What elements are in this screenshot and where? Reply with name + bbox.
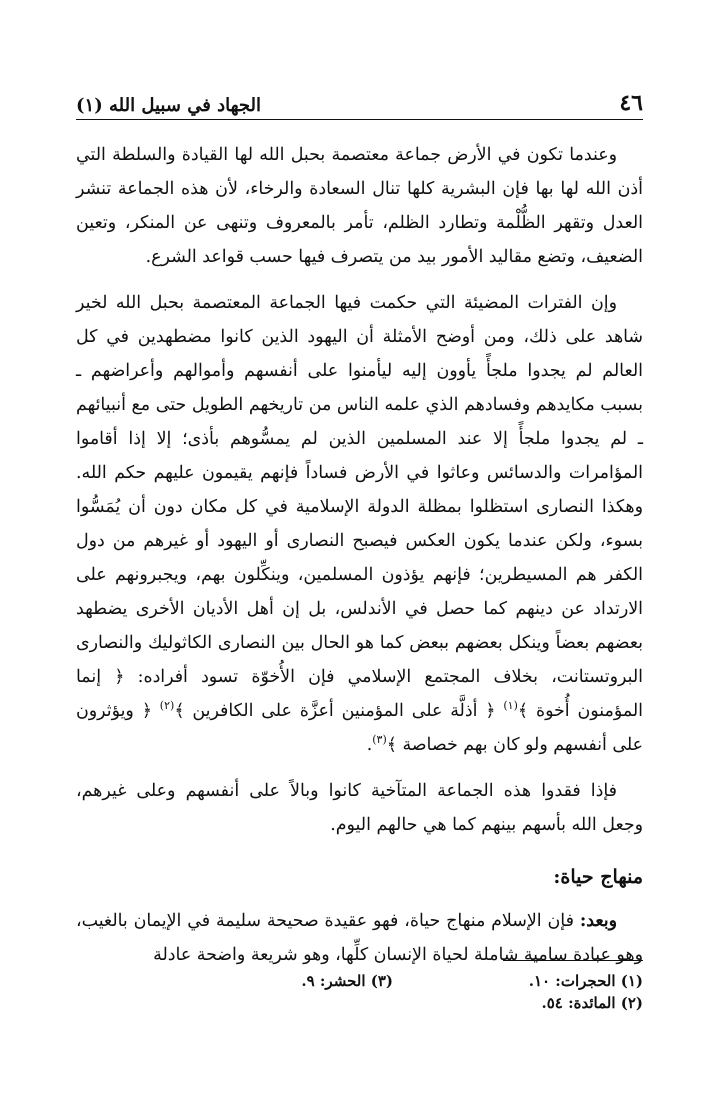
- quran-quote-1: ﴿ إنما المؤمنون أُخوة ﴾: [76, 667, 644, 721]
- footnote-2: (٢) المائدة: ٥٤.: [541, 994, 643, 1012]
- header-rule: [76, 119, 643, 120]
- footnote-ref-3: (٣): [372, 733, 387, 747]
- section-paragraph: [76, 904, 643, 972]
- footnote-3: (٣) الحشر: ٩.: [301, 972, 393, 990]
- section-lead-word: وبعد:: [579, 911, 618, 931]
- paragraph-gap: [76, 762, 643, 774]
- footnote-row: [76, 992, 643, 1014]
- paragraph-3: فإذا فقدوا هذه الجماعة المتآخية كانوا وبالاً على أنفسهم وعلى غيرهم، وجعل الله بأسهم بينهم كما هي حالهم اليوم.: [76, 781, 643, 835]
- footnote-1: (١) الحجرات: ١٠.: [528, 972, 643, 990]
- footnote-rule: [503, 960, 643, 961]
- quran-quote-3: ﴿ ويؤثرون على أنفسهم ولو كان بهم خصاصة ﴾: [76, 701, 643, 755]
- section-text: فإن الإسلام منهاج حياة، فهو عقيدة صحيحة سليمة في الإيمان بالغيب، وهو عبادة سامية شاملة لحياة الإنسان كلِّها، وهو شريعة واضحة عادلة: [76, 911, 643, 965]
- quran-quote-2: ﴿ أذلَّة على المؤمنين أعزَّة على الكافرين ﴾: [174, 701, 496, 721]
- paragraph-2-text: وإن الفترات المضيئة التي حكمت فيها الجماعة المعتصمة بحبل الله لخير شاهد على ذلك، ومن أوضح الأمثلة أن اليهود الذين كانوا مضطهدين في كل العالم لم يجدوا ملجأً يأوون إليه ليأمنوا على أنفسهم وأموالهم وأعراضهم ـ بسبب مكايدهم وفسادهم الذي علمه الناس من تاريخهم الطويل حتى مع أنبيائهم ـ لم يجدوا ملجأً إلا عند المسلمين الذين لم يمسُّوهم بأذى؛ إلا إذا أقاموا المؤامرات والدسائس وعاثوا في الأرض فساداً فإنهم يقيمون عليهم حكم الله. وهكذا النصارى استظلوا بمظلة الدولة الإسلامية في كل مكان دون أن يُمَسُّوا بسوء، ولكن عندما يكون العكس فيصبح النصارى أو اليهود أو غيرهم من دول الكفر هم المسيطرين؛ فإنهم يؤذون المسلمين، وينكِّلون بهم، ويجبرونهم على الارتداد عن دينهم كما حصل في الأندلس، بل إن أهل الأديان الأخرى يضطهد بعضهم بعضاً وينكل بعضهم ببعض كما هو الحال بين النصارى الكاثوليك والنصارى البروتستانت، بخلاف المجتمع الإسلامي فإن الأُخوّة تسود أفراده:: [76, 293, 643, 687]
- quote-end-period: .: [366, 735, 373, 755]
- paragraph-2: [76, 286, 643, 762]
- paragraph-gap: [76, 274, 643, 286]
- footnotes: [76, 970, 643, 1014]
- footnote-row: [76, 970, 643, 992]
- running-title: الجهاد في سبيل الله (١): [76, 95, 261, 116]
- paragraph-1: وعندما تكون في الأرض جماعة معتصمة بحبل الله لها القيادة والسلطة التي أذن الله لها بها فإن البشرية كلها تنال السعادة والرخاء، لأن هذه الجماعة تنشر العدل وتقهر الظُّلْمة وتطارد الظلم، تأمر بالمعروف وتنهى عن المنكر، وتعين الضعيف، وتضع مقاليد الأمور بيد من يتصرف فيها حسب قواعد الشرع.: [76, 145, 643, 267]
- page-header: [76, 82, 643, 116]
- page-number: ٤٦: [619, 90, 643, 116]
- section-heading: منهاج حياة:: [553, 866, 643, 888]
- body-text: [76, 138, 643, 972]
- footnote-ref-1: (١): [503, 699, 518, 713]
- footnote-ref-2: (٢): [159, 699, 175, 713]
